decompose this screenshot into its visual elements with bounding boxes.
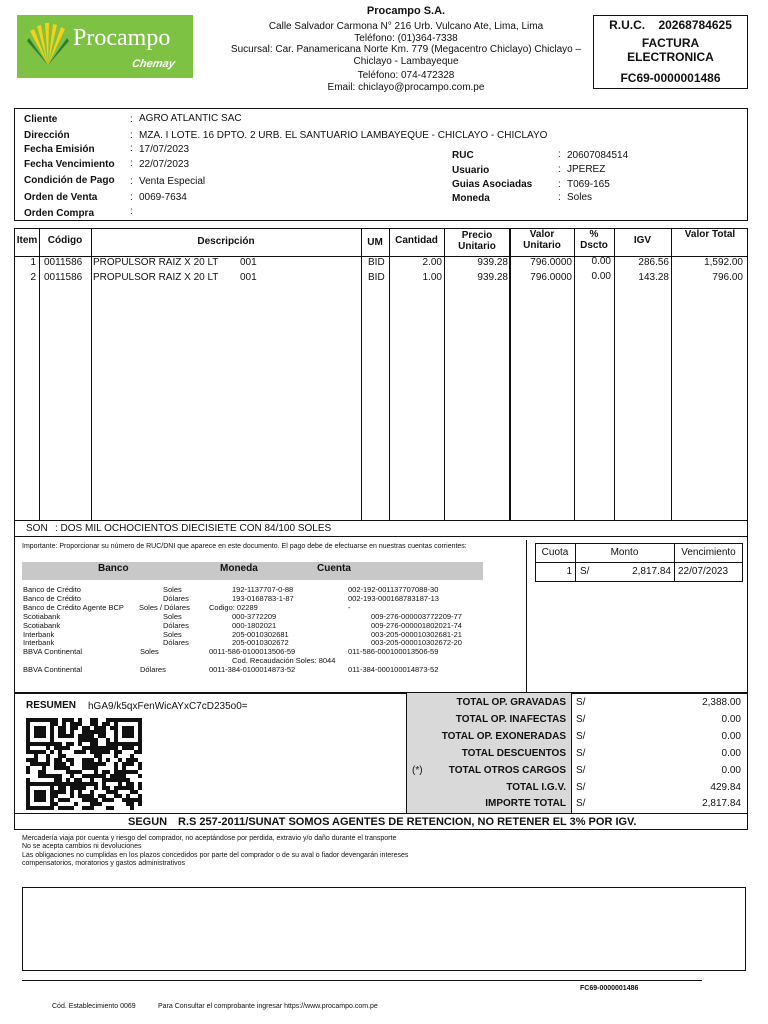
footer-establecimiento: Cód. Establecimiento 0069: [52, 1003, 136, 1010]
cuota-currency: S/: [580, 566, 590, 577]
col-divider: [671, 228, 672, 520]
bank-banco: Scotiabank: [23, 611, 61, 621]
total-label: TOTAL OTROS CARGOS: [448, 764, 566, 776]
cell-cantidad: 1.00: [422, 272, 442, 283]
bank-cci: 002-192-001137707088-30: [348, 585, 439, 594]
bank-cuenta: 0011-586-0100013506-59: [209, 647, 296, 657]
cell-total: 1,592.00: [704, 257, 743, 268]
ruc-box: [593, 15, 748, 89]
moneda-label: Moneda: [452, 193, 490, 204]
fecha-venc-value: 22/07/2023: [139, 159, 190, 170]
bank-moneda: Soles: [163, 629, 182, 639]
bank-cci: 002-193-000168783187-13: [348, 593, 439, 603]
ruc-label: R.U.C.: [609, 18, 646, 32]
bank-cci: 009-276-000003772209-77: [371, 611, 462, 621]
resumen-label: RESUMEN: [26, 700, 77, 711]
monto-header: Monto: [610, 547, 639, 558]
bank-header-banco: Banco: [98, 563, 129, 574]
bank-cuenta: Cod. Recaudación Soles: 8044: [232, 656, 336, 666]
bank-cci: 009-276-000001802021-74: [371, 620, 462, 630]
cell-lote: 001: [240, 257, 257, 268]
bank-cuenta: 193-0168783-1-87: [232, 593, 294, 603]
cuotas-table: [535, 543, 743, 582]
cell-cantidad: 2.00: [422, 257, 442, 268]
bank-moneda: Dólares: [140, 665, 166, 675]
bank-moneda: Soles: [163, 585, 182, 594]
fecha-emision-label: Fecha Emisión: [24, 144, 95, 155]
cell-item: 1: [30, 257, 36, 268]
total-value: 2,388.00: [702, 697, 741, 708]
note-line: compensatorios, moratorios y gastos administrativos: [22, 859, 186, 867]
orden-compra-label: Orden Compra: [24, 208, 95, 219]
bank-banco: BBVA Continental: [23, 665, 83, 675]
cliente-colon: :: [130, 114, 133, 125]
orden-venta-label: Orden de Venta: [24, 192, 98, 203]
condicion-label: Condición de Pago: [24, 175, 115, 186]
son-label: SON: [26, 523, 48, 534]
company-branch: Sucursal: Car. Panamericana Norte Km. 779 (Megacentro Chiclayo) Chiclayo –: [230, 44, 582, 55]
condicion-colon: :: [130, 176, 133, 187]
logo-name: Procampo: [73, 25, 171, 51]
cell-codigo: 0011586: [44, 257, 83, 268]
bank-cuenta: 000-1802021: [232, 620, 277, 630]
cell-um: BID: [368, 272, 385, 283]
cell-dscto: 0.00: [591, 256, 611, 267]
total-prefix: (*): [412, 764, 423, 776]
total-currency: S/: [576, 781, 586, 793]
company-phone: Teléfono: (01)364-7338: [354, 32, 458, 44]
ruc-client-colon: :: [558, 149, 561, 160]
bank-cuenta: Codigo: 02289: [209, 602, 258, 612]
bank-cci: 011-586-000100013506-59: [348, 647, 439, 657]
bank-header: [22, 562, 483, 580]
totals-divider: [571, 693, 572, 813]
cell-valor: 796.0000: [530, 272, 572, 283]
bank-banco: Interbank: [23, 638, 55, 648]
retencion-text: R.S 257-2011/SUNAT SOMOS AGENTES DE RETENCION, NO RETENER EL 3% POR IGV.: [178, 816, 637, 828]
total-currency: S/: [576, 730, 586, 742]
vencimiento-header: Vencimiento: [681, 547, 736, 558]
doc-type-2: ELECTRONICA: [627, 50, 714, 64]
fecha-venc-colon: :: [130, 158, 133, 169]
bank-banco: Banco de Crédito: [23, 593, 81, 603]
col-divider: [39, 228, 40, 520]
bank-banco: BBVA Continental: [23, 647, 83, 657]
cell-descripcion: PROPULSOR RAIZ X 20 LT: [93, 272, 219, 283]
cliente-value: AGRO ATLANTIC SAC: [139, 113, 242, 124]
company-branch-city: Chiclayo - Lambayeque: [353, 55, 459, 67]
cell-item: 2: [30, 272, 36, 283]
cell-total: 796.00: [712, 272, 743, 283]
total-value: 0.00: [721, 747, 741, 759]
total-label: TOTAL OP. EXONERADAS: [441, 730, 566, 742]
resumen-hash: hGA9/k5qxFenWicAYxC7cD235o0=: [88, 701, 248, 712]
important-note: Importante: Proporcionar su número de RUC/DNI que aparece en este documento. El pago debe de efectuarse en nuestras cuentas corrientes:: [22, 543, 467, 550]
total-currency: S/: [576, 713, 586, 725]
bank-header-moneda: Moneda: [220, 563, 258, 574]
ruc-client-value: 20607084514: [567, 150, 629, 161]
bank-header-cuenta: Cuenta: [317, 563, 351, 574]
cell-um: BID: [368, 257, 385, 268]
th-dscto: % Dscto: [580, 229, 608, 251]
cell-valor: 796.0000: [530, 257, 572, 268]
total-value: 0.00: [721, 764, 741, 776]
cell-igv: 286.56: [638, 257, 669, 268]
cell-precio: 939.28: [477, 272, 508, 283]
bank-moneda: Dólares: [163, 638, 189, 648]
note-line: Mercadería viaja por cuenta y riesgo del comprador, no aceptándose por perdida, extravio y/o daño durante el transporte: [22, 835, 397, 842]
col-divider: [389, 228, 390, 520]
bank-cuenta: 205-0010302672: [232, 638, 289, 648]
total-value: 0.00: [721, 730, 741, 742]
cell-dscto: 0.00: [591, 271, 611, 282]
note-line: Las obligaciones no cumplidas en los plazos concedidos por parte del comprador o de su aval o fiador devengarán intereses: [22, 851, 409, 859]
cuota-header: Cuota: [541, 547, 569, 558]
bank-cuenta: 0011-384-0100014873-52: [209, 665, 296, 675]
cell-lote: 001: [240, 272, 257, 283]
fecha-venc-label: Fecha Vencimiento: [24, 159, 115, 170]
total-currency: S/: [576, 764, 586, 776]
ruc-client-label: RUC: [452, 150, 474, 161]
bank-banco: Banco de Crédito Agente BCP: [23, 602, 124, 612]
branch-phone: Teléfono: 074-472328: [357, 70, 455, 81]
guias-value: T069-165: [567, 179, 610, 190]
moneda-colon: :: [558, 192, 561, 203]
payment-divider: [526, 540, 527, 693]
cell-codigo: 0011586: [44, 272, 83, 283]
bank-cci: 011-384-000100014873-52: [348, 665, 439, 675]
total-value: 0.00: [721, 713, 741, 725]
bank-moneda: Dólares: [163, 620, 189, 630]
branch-email: Email: chiclayo@procampo.com.pe: [327, 81, 485, 93]
th-cantidad: Cantidad: [395, 235, 438, 246]
usuario-label: Usuario: [452, 165, 490, 176]
bank-moneda: Soles: [140, 647, 159, 657]
footer-line: [22, 980, 702, 981]
total-label: TOTAL OP. GRAVADAS: [456, 697, 566, 708]
usuario-value: JPEREZ: [567, 164, 606, 175]
bank-banco: Banco de Crédito: [23, 585, 81, 594]
cuota-monto: 2,817.84: [632, 566, 671, 577]
col-divider: [614, 228, 615, 520]
sun-rays-icon: [25, 21, 71, 67]
client-box: [14, 108, 748, 221]
bank-cuenta: 205-0010302681: [232, 629, 289, 639]
total-currency: S/: [576, 747, 586, 759]
th-um: UM: [367, 237, 383, 248]
total-currency: S/: [576, 697, 586, 708]
cell-igv: 143.28: [638, 272, 669, 283]
moneda-value: Soles: [567, 192, 593, 203]
cuota-vencimiento: 22/07/2023: [678, 566, 729, 577]
th-total: Valor Total: [684, 229, 736, 240]
blank-box: [22, 887, 746, 971]
bank-moneda: Dólares: [163, 593, 189, 603]
company-name: Procampo S.A.: [366, 5, 446, 17]
th-precio: Precio Unitario: [458, 230, 496, 252]
col-divider: [444, 228, 445, 520]
ruc-number: 20268784625: [658, 18, 732, 32]
th-codigo: Código: [47, 235, 83, 246]
cuota-number: 1: [566, 566, 572, 577]
items-bottom-divider: [14, 520, 748, 521]
direccion-value: MZA. I LOTE. 16 DPTO. 2 URB. EL SANTUARIO LAMBAYEQUE - CHICLAYO - CHICLAYO: [139, 130, 548, 141]
company-info: [226, 5, 586, 93]
bank-banco: Scotiabank: [23, 620, 61, 630]
bank-cuenta: 000-3772209: [232, 611, 277, 621]
condicion-value: Venta Especial: [139, 176, 206, 187]
note-line: No se acepta cambios ni devoluciones: [22, 843, 142, 851]
doc-type-1: FACTURA: [641, 36, 700, 50]
total-label: TOTAL DESCUENTOS: [461, 747, 566, 759]
company-address: Calle Salvador Carmona N° 216 Urb. Vulcano Ate, Lima, Lima: [268, 21, 544, 32]
qr-code-icon: [26, 717, 142, 811]
bank-cci: 003-205-000010302672-20: [371, 638, 462, 648]
col-divider: [361, 228, 362, 520]
doc-number: FC69-0000001486: [620, 71, 721, 85]
col-divider: [574, 228, 575, 520]
ruc-line: [594, 18, 747, 32]
logo-subbrand: Chemay: [130, 58, 176, 70]
footer-consulta: Para Consultar el comprobante ingresar https://www.procampo.com.pe: [158, 1003, 378, 1010]
bank-banco: Interbank: [23, 629, 55, 639]
cell-descripcion: PROPULSOR RAIZ X 20 LT: [93, 257, 219, 268]
usuario-colon: :: [558, 164, 561, 175]
bank-cuenta: 192-1137707-0-88: [232, 585, 294, 594]
total-currency: S/: [576, 798, 586, 810]
cliente-label: Cliente: [24, 114, 58, 125]
total-label: TOTAL OP. INAFECTAS: [455, 713, 566, 725]
total-value: 2,817.84: [702, 798, 741, 810]
col-divider: [91, 228, 92, 520]
cell-precio: 939.28: [477, 257, 508, 268]
total-value: 429.84: [710, 781, 741, 793]
col-divider: [509, 228, 511, 520]
fecha-emision-value: 17/07/2023: [139, 144, 190, 155]
th-item: Item: [16, 235, 38, 246]
orden-venta-colon: :: [130, 192, 133, 203]
orden-compra-colon: :: [130, 206, 133, 217]
bank-cci: -: [348, 602, 351, 612]
fecha-emision-colon: :: [130, 143, 133, 154]
bank-moneda: Soles: [163, 611, 182, 621]
bank-cci: 003-205-000010302681-21: [371, 629, 462, 639]
retencion-divider: [14, 813, 748, 814]
th-igv: IGV: [633, 235, 652, 246]
footer-doc-number: FC69-0000001486: [580, 985, 639, 992]
orden-venta-value: 0069-7634: [139, 192, 187, 203]
guias-colon: :: [558, 179, 561, 190]
son-amount-words: : DOS MIL OCHOCIENTOS DIECISIETE CON 84/100 SOLES: [55, 523, 332, 534]
th-descripcion: Descripción: [197, 236, 255, 247]
direccion-colon: :: [130, 130, 133, 141]
bank-moneda: Soles / Dólares: [139, 602, 190, 612]
procampo-logo: [17, 15, 193, 78]
conditions-notes: [22, 835, 502, 868]
guias-label: Guias Asociadas: [452, 179, 533, 190]
retencion-label: SEGUN: [128, 816, 168, 828]
direccion-label: Dirección: [24, 130, 70, 141]
total-label: TOTAL I.G.V.: [506, 781, 566, 793]
th-valor: Valor Unitario: [523, 229, 561, 251]
total-label: IMPORTE TOTAL: [485, 798, 566, 810]
